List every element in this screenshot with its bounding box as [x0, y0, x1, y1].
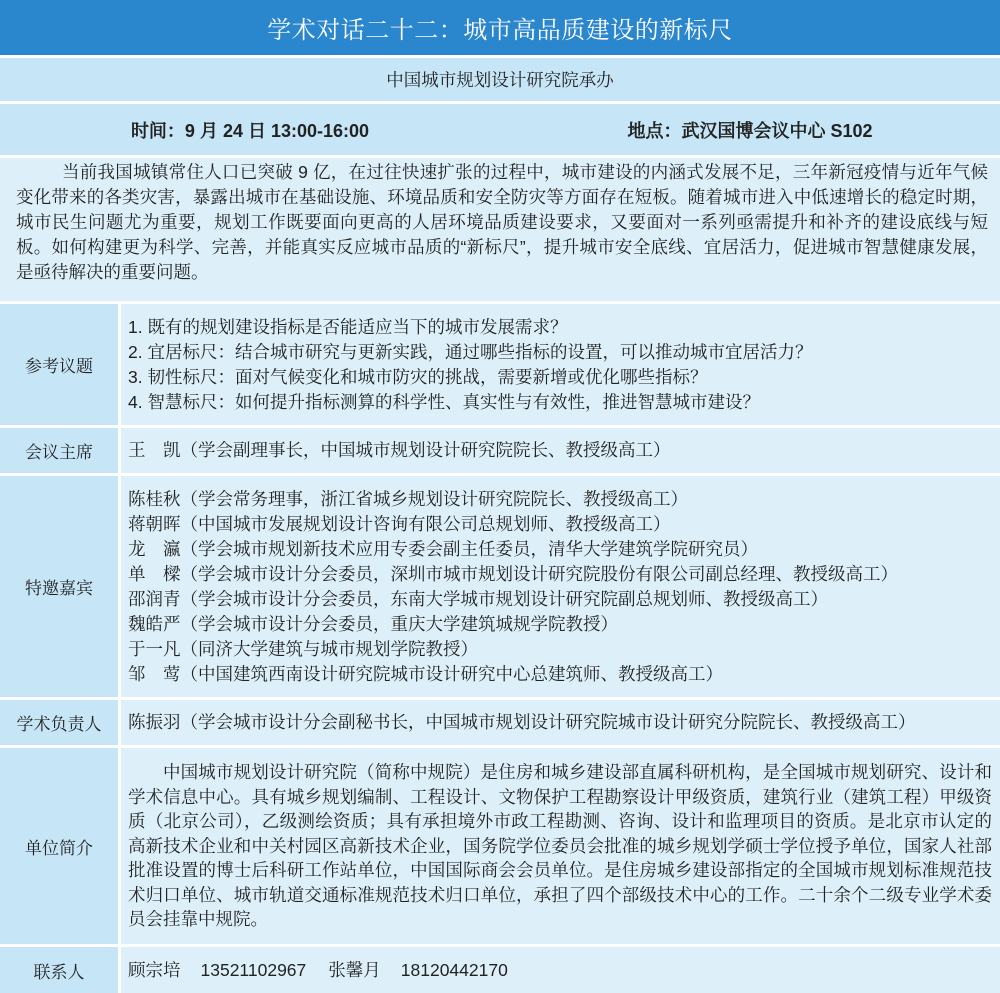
guest-desc: （同济大学建筑与城市规划学院教授）	[180, 638, 478, 659]
topics-list	[121, 304, 1000, 425]
guest-name: 龙 瀛	[128, 538, 181, 559]
guest-name: 魏皓严	[128, 613, 181, 634]
contact-content	[121, 947, 1000, 993]
chair-desc: （学会副理事长，中国城市规划设计研究院院长、教授级高工）	[180, 440, 671, 460]
guest-desc: （学会城市设计分会委员，重庆大学建筑城规学院教授）	[180, 613, 618, 634]
schedule-row	[0, 104, 1000, 155]
topic-item: 2. 宜居标尺：结合城市研究与更新实践，通过哪些指标的设置，可以推动城市宜居活力？	[128, 341, 813, 362]
contact-label: 联系人	[0, 947, 118, 993]
guests-label: 特邀嘉宾	[0, 476, 118, 697]
guests-row	[0, 476, 1000, 697]
guest-desc: （学会常务理事，浙江省城乡规划设计研究院院长、教授级高工）	[180, 488, 688, 509]
guest-desc: （中国建筑西南设计研究院城市设计研究中心总建筑师、教授级高工）	[180, 663, 723, 684]
guest-name: 邵润青	[128, 588, 181, 609]
contact-name: 顾宗培	[128, 959, 181, 980]
institution-content	[121, 748, 1000, 944]
organizer-text: 中国城市规划设计研究院承办	[386, 70, 614, 90]
contact-name: 张馨月	[328, 959, 381, 980]
guest-desc: （学会城市设计分会委员，东南大学城市规划设计研究院副总规划师、教授级高工）	[180, 588, 828, 609]
institution-row	[0, 748, 1000, 944]
topic-item: 1. 既有的规划建设指标是否能适应当下的城市发展需求？	[128, 316, 568, 337]
contact-phone: 13521102967	[200, 959, 307, 980]
chair-entry	[121, 428, 1000, 473]
topics-row	[0, 304, 1000, 425]
guest-name: 于一凡	[128, 638, 181, 659]
guest-item	[128, 612, 992, 637]
academic-lead-entry	[121, 700, 1000, 745]
contact-row	[0, 947, 1000, 993]
guest-name: 蒋朝晖	[128, 513, 181, 534]
contact-line	[128, 958, 992, 983]
guest-desc: （学会城市规划新技术应用专委会副主任委员，清华大学建筑学院研究员）	[180, 538, 758, 559]
topic-item: 3. 韧性标尺：面对气候变化和城市防灾的挑战，需要新增或优化哪些指标？	[128, 366, 708, 387]
topic-item: 4. 智慧标尺：如何提升指标测算的科学性、真实性与有效性，推进智慧城市建设？	[128, 391, 760, 412]
organizer-row	[0, 58, 1000, 101]
institution-label: 单位简介	[0, 748, 118, 944]
chair-name: 王 凯	[128, 440, 181, 460]
person-line	[128, 438, 992, 463]
guest-item	[128, 662, 992, 687]
academic-lead-label: 学术负责人	[0, 700, 118, 745]
background-paragraph: 当前我国城镇常住人口已突破 9 亿，在过往快速扩张的过程中，城市建设的内涵式发展不足，三年新冠疫情与近年气候变化带来的各类灾害，暴露出城市在基础设施、环境品质和安全防灾等方面存在短板。随着城市进入中低速增长的稳定时期，城市民生问题尤为重要，规划工作既要面向更高的人居环境品质建设要求，又要面对一系列亟需提升和补齐的建设底线与短板。如何构建更为科学、完善，并能真实反应城市品质的“新标尺”，提升城市安全底线、宜居活力，促进城市智慧健康发展，是亟待解决的重要问题。	[0, 158, 1000, 301]
guest-desc: （学会城市设计分会委员，深圳市城市规划设计研究院股份有限公司副总经理、教授级高工）	[180, 563, 898, 584]
guest-item	[128, 562, 992, 587]
topics-label: 参考议题	[0, 304, 118, 425]
academic-lead-name: 陈振羽	[128, 712, 181, 732]
contact-phone: 18120442170	[400, 959, 508, 980]
guest-name: 单 樑	[128, 563, 181, 584]
guest-item	[128, 637, 992, 662]
guest-name: 陈桂秋	[128, 488, 181, 509]
event-location: 地点：武汉国博会议中心 S102	[627, 120, 873, 141]
event-time: 时间：9 月 24 日 13:00-16:00	[130, 120, 370, 141]
event-title: 学术对话二十二：城市高品质建设的新标尺	[0, 0, 1000, 55]
academic-lead-desc: （学会城市设计分会副秘书长，中国城市规划设计研究院城市设计研究分院院长、教授级高工）	[180, 712, 916, 732]
guest-desc: （中国城市发展规划设计咨询有限公司总规划师、教授级高工）	[180, 513, 671, 534]
guest-item	[128, 487, 992, 512]
academic-lead-row	[0, 700, 1000, 745]
person-line	[128, 710, 992, 735]
chair-label: 会议主席	[0, 428, 118, 473]
guest-name: 邹 莺	[128, 663, 181, 684]
chair-row	[0, 428, 1000, 473]
guest-item	[128, 537, 992, 562]
institution-text: 中国城市规划设计研究院（简称中规院）是住房和城乡建设部直属科研机构，是全国城市规划研究、设计和学术信息中心。具有城乡规划编制、工程设计、文物保护工程勘察设计甲级资质，建筑行业（建筑工程）甲级资质（北京公司），乙级测绘资质；具有承担境外市政工程勘测、咨询、设计和监理项目的资质。是北京市认定的高新技术企业和中关村园区高新技术企业，国务院学位委员会批准的城乡规划学硕士学位授予单位，国家人社部批准设置的博士后科研工作站单位，中国国际商会会员单位。是住房城乡建设部指定的全国城市规划标准规范技术归口单位、城市轨道交通标准规范技术归口单位，承担了四个部级技术中心的工作。二十余个二级专业学术委员会挂靠中规院。	[128, 762, 992, 930]
guest-item	[128, 587, 992, 612]
guest-item	[128, 512, 992, 537]
guests-list	[121, 476, 1000, 697]
